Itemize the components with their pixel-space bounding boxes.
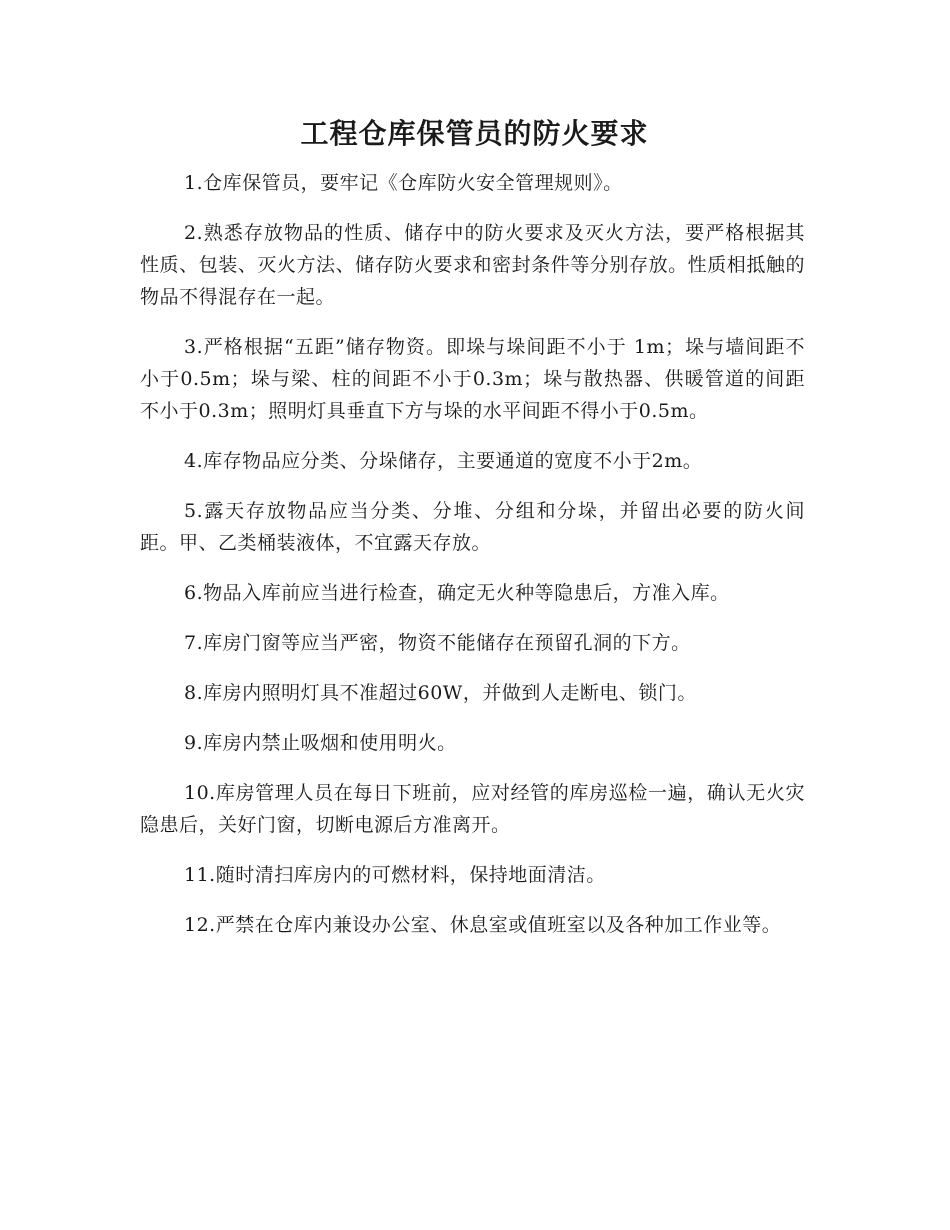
rule-paragraph: 11.随时清扫库房内的可燃材料，保持地面清洁。: [184, 864, 606, 886]
rule-paragraph: 4.库存物品应分类、分垛储存，主要通道的宽度不小于2m。: [184, 450, 703, 472]
rule-paragraph: 6.物品入库前应当进行检查，确定无火种等隐患后，方准入库。: [184, 582, 730, 604]
rule-paragraph: 3.严格根据“五距”储存物资。即垛与垛间距不小于 1m；垛与墙间距不小于0.5m；垛与梁、柱的间距不小于0.3m；垛与散热器、供暖管道的间距不小于0.3m；照明灯具垂直下方与垛的水平间距不得小于0.5m。: [140, 336, 805, 422]
rule-paragraph: 7.库房门窗等应当严密，物资不能储存在预留孔洞的下方。: [184, 632, 691, 654]
rule-paragraph: 9.库房内禁止吸烟和使用明火。: [184, 732, 457, 754]
rule-paragraph: 8.库房内照明灯具不准超过60W，并做到人走断电、锁门。: [184, 682, 697, 704]
rule-paragraph: 10.库房管理人员在每日下班前，应对经管的库房巡检一遍，确认无火灾隐患后，关好门窗，切断电源后方准离开。: [140, 782, 805, 836]
document-page: [140, 0, 805, 959]
rule-paragraph: 2.熟悉存放物品的性质、储存中的防火要求及灭火方法，要严格根据其性质、包装、灭火方法、储存防火要求和密封条件等分别存放。性质相抵触的物品不得混存在一起。: [140, 222, 805, 308]
rule-paragraph: 5.露天存放物品应当分类、分堆、分组和分垛，并留出必要的防火间距。甲、乙类桶装液体，不宜露天存放。: [140, 500, 805, 554]
rules-list: [140, 167, 805, 941]
rule-paragraph: 1.仓库保管员，要牢记《仓库防火安全管理规则》。: [184, 172, 623, 194]
document-title: 工程仓库保管员的防火要求: [300, 117, 649, 150]
rule-paragraph: 12.严禁在仓库内兼设办公室、休息室或值班室以及各种加工作业等。: [184, 914, 782, 936]
